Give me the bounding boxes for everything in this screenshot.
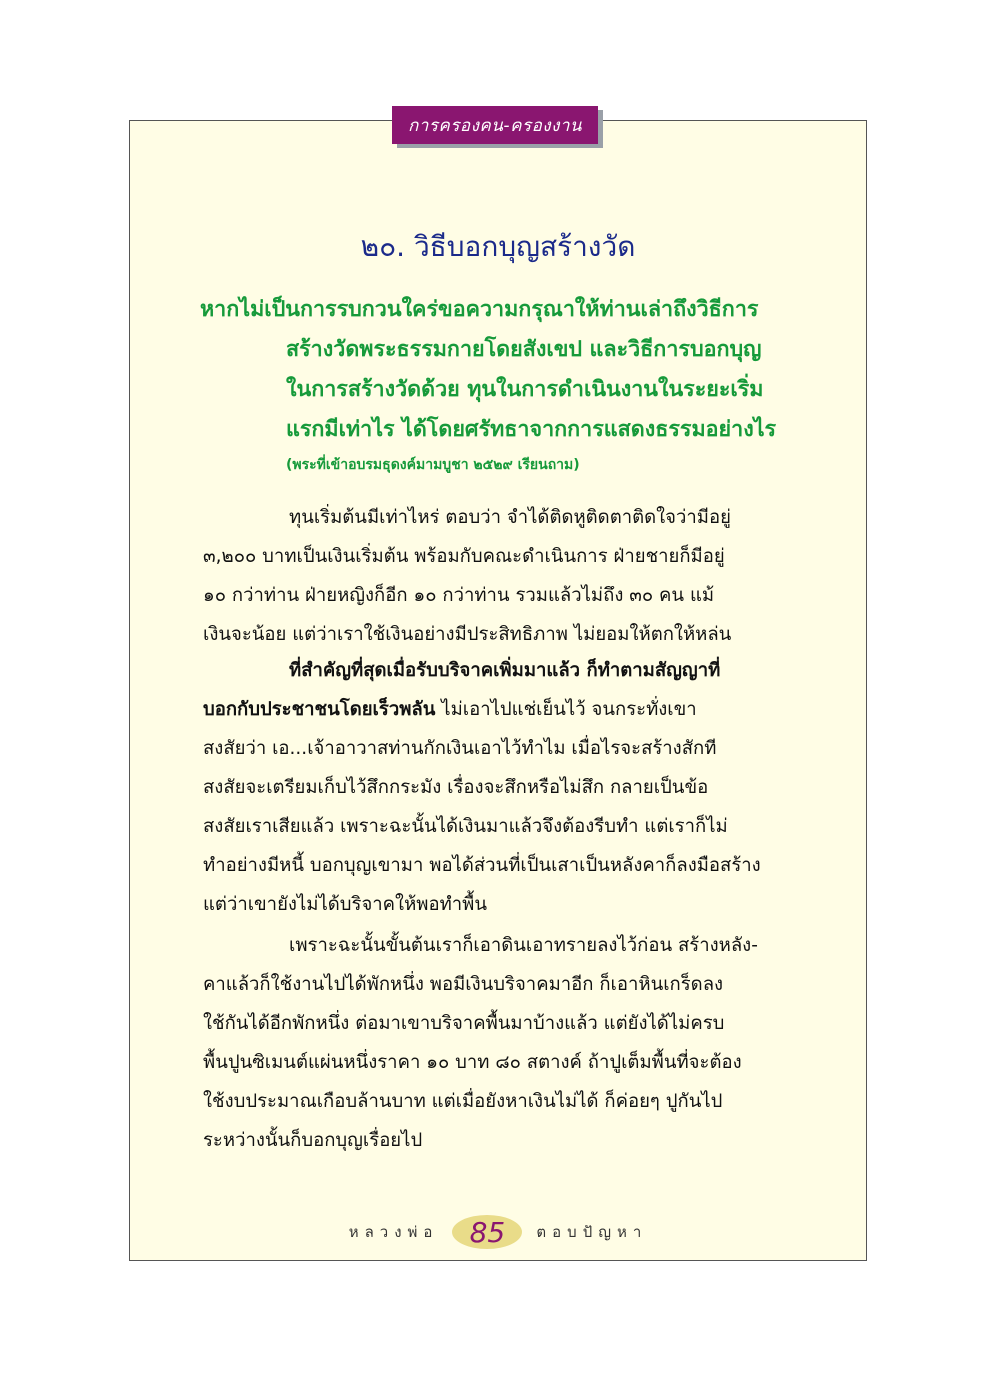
footer-right-text: ตอบปัญหา bbox=[536, 1223, 648, 1241]
bold-emphasis: บอกกับประชาชนโดยเร็วพลัน bbox=[203, 699, 436, 720]
page-number-badge: 85 bbox=[452, 1215, 522, 1249]
question-line: หากไม่เป็นการรบกวนใคร่ขอความกรุณาให้ท่านเล่าถึงวิธีการ bbox=[200, 297, 759, 322]
section-header-tab bbox=[392, 106, 598, 144]
paragraph-line: พื้นปูนซิเมนต์แผ่นหนึ่งราคา ๑๐ บาท ๘๐ สตางค์ ถ้าปูเต็มพื้นที่จะต้อง bbox=[203, 1052, 742, 1073]
question-block bbox=[200, 290, 810, 480]
question-line: สร้างวัดพระธรรมกายโดยสังเขป และวิธีการบอกบุญ bbox=[286, 337, 762, 362]
article-title: ๒๐. วิธีบอกบุญสร้างวัด bbox=[360, 230, 636, 263]
paragraph-line bbox=[203, 690, 803, 729]
paragraph-line: ทุนเริ่มต้นมีเท่าไหร่ ตอบว่า จำได้ติดหูติดตาติดใจว่ามีอยู่ bbox=[289, 507, 731, 528]
paragraph-2 bbox=[203, 651, 803, 924]
footer-left-text: หลวงพ่อ bbox=[348, 1223, 439, 1241]
section-label: การครองคน-ครองงาน bbox=[407, 115, 583, 136]
paragraph-line: เพราะฉะนั้นขั้นต้นเราก็เอาดินเอาทรายลงไว้ก่อน สร้างหลัง- bbox=[289, 935, 758, 956]
paragraph-line: ทำอย่างมีหนี้ บอกบุญเขามา พอได้ส่วนที่เป็นเสาเป็นหลังคาก็ลงมือสร้าง bbox=[203, 855, 761, 876]
question-line: ในการสร้างวัดด้วย ทุนในการดำเนินงานในระยะเริ่ม bbox=[286, 377, 764, 402]
paragraph-line: ๑๐ กว่าท่าน ฝ่ายหญิงก็อีก ๑๐ กว่าท่าน รวมแล้วไม่ถึง ๓๐ คน แม้ bbox=[203, 585, 715, 606]
paragraph-line: แต่ว่าเขายังไม่ได้บริจาคให้พอทำพื้น bbox=[203, 894, 488, 915]
bold-emphasis: ที่สำคัญที่สุดเมื่อรับบริจาคเพิ่มมาแล้ว ก็ทำตามสัญญาที่ bbox=[289, 660, 721, 681]
paragraph-1 bbox=[203, 498, 803, 654]
paragraph-line: สงสัยจะเตรียมเก็บไว้สึกกระมัง เรื่องจะสึกหรือไม่สึก กลายเป็นข้อ bbox=[203, 777, 709, 798]
paragraph-line: ใช้กันได้อีกพักหนึ่ง ต่อมาเขาบริจาคพื้นมาบ้างแล้ว แต่ยังได้ไม่ครบ bbox=[203, 1013, 725, 1034]
paragraph-line: คาแล้วก็ใช้งานไปได้พักหนึ่ง พอมีเงินบริจาคมาอีก ก็เอาหินเกร็ดลง bbox=[203, 974, 724, 995]
paragraph-line: ใช้งบประมาณเกือบล้านบาท แต่เมื่อยังหาเงินไม่ได้ ก็ค่อยๆ ปูกันไป bbox=[203, 1091, 723, 1112]
paragraph-line: สงสัยเราเสียแล้ว เพราะฉะนั้นได้เงินมาแล้วจึงต้องรีบทำ แต่เราก็ไม่ bbox=[203, 816, 728, 837]
question-source: (พระที่เข้าอบรมธุดงค์มามบูชา ๒๕๒๙ เรียนถาม) bbox=[286, 457, 580, 473]
paragraph-line: สงสัยว่า เอ...เจ้าอาวาสท่านกักเงินเอาไว้ทำไม เมื่อไรจะสร้างสักที bbox=[203, 738, 717, 759]
question-line: แรกมีเท่าไร ได้โดยศรัทธาจากการแสดงธรรมอย่างไร bbox=[286, 417, 777, 442]
paragraph-text: ไม่เอาไปแช่เย็นไว้ จนกระทั่งเขา bbox=[435, 699, 697, 720]
paragraph-3 bbox=[203, 926, 803, 1160]
paragraph-line bbox=[203, 651, 803, 690]
page-footer bbox=[129, 1212, 867, 1252]
paragraph-line: เงินจะน้อย แต่ว่าเราใช้เงินอย่างมีประสิทธิภาพ ไม่ยอมให้ตกให้หล่น bbox=[203, 624, 732, 645]
paragraph-line: ระหว่างนั้นก็บอกบุญเรื่อยไป bbox=[203, 1130, 423, 1151]
paragraph-line: ๓,๒๐๐ บาทเป็นเงินเริ่มต้น พร้อมกับคณะดำเนินการ ฝ่ายชายก็มีอยู่ bbox=[203, 546, 725, 567]
